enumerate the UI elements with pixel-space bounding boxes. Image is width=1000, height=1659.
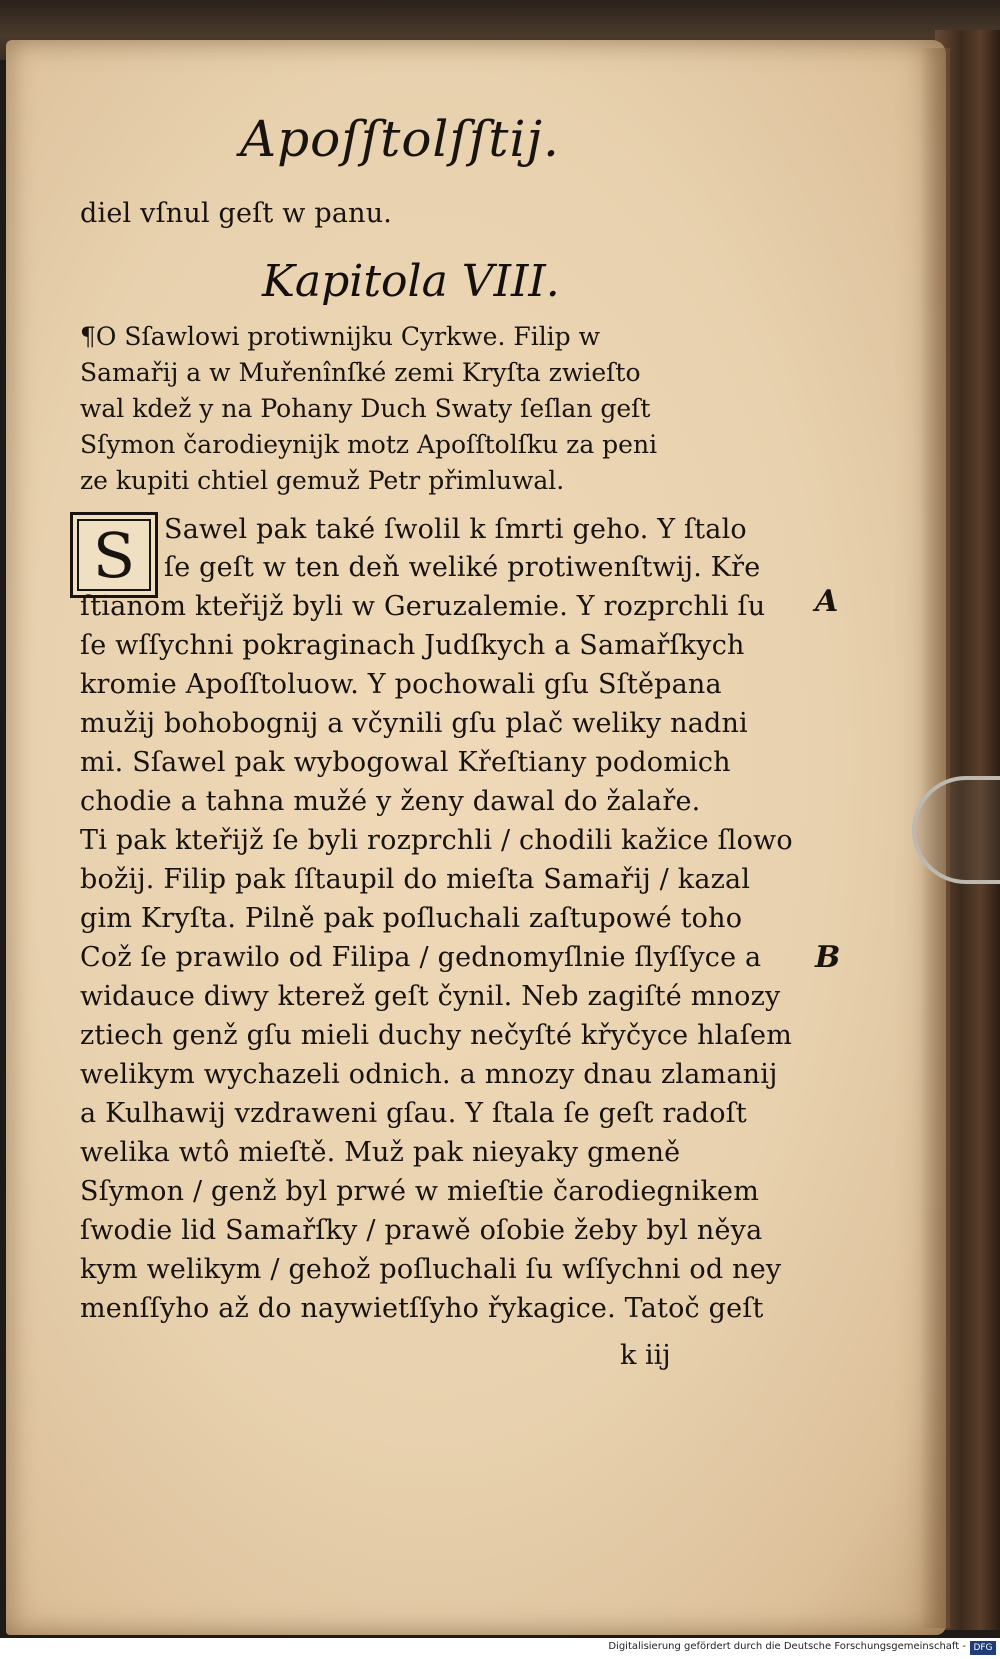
margin-note-a: A <box>815 584 839 619</box>
body-line: kym welikym / gehož poſluchali ſu wſſychni od ney <box>80 1254 782 1285</box>
body-line: a Kulhawij vzdraweni gſau. Y ſtala ſe geſt radoſt <box>80 1098 747 1129</box>
body-line: Sſymon / genž byl prwé w mieſtie čarodiegnikem <box>80 1176 760 1207</box>
summary-line: Samařij a w Muřenînſké zemi Kryſta zwieſto <box>80 358 641 387</box>
decorated-initial: S <box>70 512 158 598</box>
summary-line: ze kupiti chtiel gemuž Petr přimluwal. <box>80 466 565 495</box>
body-line: ſe geſt w ten deň weliké protiwenſtwij. Kře <box>164 552 761 583</box>
body-line: Což ſe prawilo od Filipa / gednomyſlnie ſlyſſyce a <box>80 942 762 973</box>
body-line: Sawel pak také ſwolil k ſmrti geho. Y ſtalo <box>164 514 747 545</box>
body-line: chodie a tahna mužé y ženy dawal do žalaře. <box>80 786 701 817</box>
margin-note-b: B <box>815 940 841 975</box>
body-line: ſwodie lid Samařſky / prawě oſobie žeby byl něya <box>80 1215 763 1246</box>
summary-line: wal kdež y na Pohany Duch Swaty ſeſlan geſt <box>80 394 651 423</box>
body-line: menſſyho až do naywietſſyho řykagice. Tatoč geſt <box>80 1293 764 1324</box>
summary-line: Sſymon čarodieynijk motz Apoſſtolſku za peni <box>80 430 658 459</box>
body-line: gim Kryſta. Pilně pak poſluchali zaſtupowé toho <box>80 903 743 934</box>
body-line: ztiech genž gſu mieli duchy nečyſté křyčyce hlaſem <box>80 1020 792 1051</box>
body-line: widauce diwy kterež geſt čynil. Neb zagiſté mnozy <box>80 981 781 1012</box>
body-line: welika wtô mieſtě. Muž pak nieyaky gmeně <box>80 1137 681 1168</box>
body-line: mi. Sſawel pak wybogowal Křeſtiany podomich <box>80 747 731 778</box>
chapter-title: Kapitola VIII. <box>262 256 560 307</box>
summary-line: ¶O Sſawlowi protiwnijku Cyrkwe. Filip w <box>80 322 601 351</box>
body-line: ſtianom kteřijž byli w Geruzalemie. Y rozprchli ſu <box>80 591 766 622</box>
body-line: Ti pak kteřijž ſe byli rozprchli / chodili kažice ſlowo <box>80 825 793 856</box>
body-line: ſe wſſychni pokraginach Judſkych a Samařſkych <box>80 630 745 661</box>
footer-bar <box>0 1638 1000 1659</box>
body-line: kromie Apoſſtoluow. Y pochowali gſu Sſtěpana <box>80 669 722 700</box>
first-line: diel vſnul geſt w panu. <box>80 198 393 229</box>
body-line: welikym wychazeli odnich. a mnozy dnau zlamanij <box>80 1059 778 1090</box>
footer-credit: Digitalisierung gefördert durch die Deutsche Forschungsgemeinschaft - <box>608 1641 966 1652</box>
running-head: Apoſſtolſſtij. <box>240 110 560 168</box>
body-line: božij. Filip pak ſſtaupil do mieſta Samařij / kazal <box>80 864 751 895</box>
dfg-logo-icon: DFG <box>970 1641 996 1655</box>
signature-mark: k iij <box>620 1340 671 1371</box>
body-line: mužij bohobognij a včynili gſu plač weliky nadni <box>80 708 748 739</box>
